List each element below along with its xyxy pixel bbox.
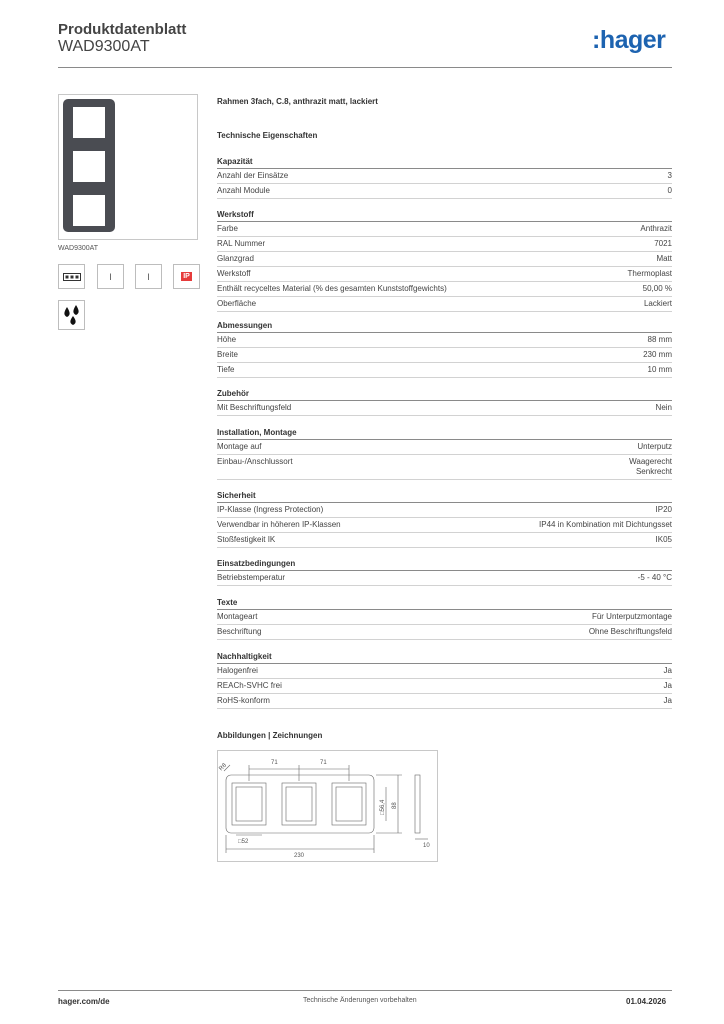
row-value: IK05 bbox=[655, 535, 672, 544]
table-row bbox=[217, 252, 672, 267]
row-value: Nein bbox=[655, 403, 672, 412]
ip-badge-icon bbox=[173, 264, 200, 289]
row-value: IP20 bbox=[655, 505, 672, 514]
section-werkstoff bbox=[217, 208, 672, 312]
dim-inner-height: □56,4 bbox=[380, 799, 386, 815]
section-title: Werkstoff bbox=[217, 208, 672, 222]
dim-square: □52 bbox=[238, 839, 249, 845]
water-drops-icon bbox=[58, 300, 85, 330]
section-abmessungen bbox=[217, 319, 672, 378]
module-icon-2: I bbox=[135, 264, 162, 289]
row-value: Matt bbox=[656, 254, 672, 263]
row-value: 230 mm bbox=[643, 350, 672, 359]
row-label: Montageart bbox=[217, 612, 258, 621]
row-label: Mit Beschriftungsfeld bbox=[217, 403, 292, 412]
row-value: Unterputz bbox=[637, 442, 672, 451]
row-label: Breite bbox=[217, 350, 238, 359]
row-label: Verwendbar in höheren IP-Klassen bbox=[217, 520, 341, 529]
document-title: Produktdatenblatt bbox=[58, 21, 187, 38]
section-title: Kapazität bbox=[217, 155, 672, 169]
section-nachhaltigkeit bbox=[217, 650, 672, 709]
table-row bbox=[217, 455, 672, 480]
table-row bbox=[217, 222, 672, 237]
row-label: Waagerecht bbox=[629, 457, 672, 466]
row-value: 10 mm bbox=[647, 365, 672, 374]
section-sicherheit bbox=[217, 489, 672, 548]
table-row bbox=[217, 333, 672, 348]
row-label: Stoßfestigkeit IK bbox=[217, 535, 276, 544]
section-kapazitaet bbox=[217, 155, 672, 199]
footer-date: 01.04.2026 bbox=[626, 997, 667, 1006]
figures-heading: Abbildungen | Zeichnungen bbox=[217, 731, 323, 740]
row-label: RoHS-konform bbox=[217, 696, 270, 705]
row-value: Anthrazit bbox=[640, 224, 672, 233]
row-value: Für Unterputzmontage bbox=[591, 612, 672, 621]
hager-logo: :hager bbox=[592, 26, 666, 54]
table-row bbox=[217, 297, 672, 312]
table-row bbox=[217, 348, 672, 363]
footer-url[interactable]: hager.com/de bbox=[58, 997, 110, 1006]
row-label: Einbau-/Anschlussort bbox=[217, 457, 293, 466]
row-value: 50,00 % bbox=[642, 284, 672, 293]
row-label: Werkstoff bbox=[217, 269, 251, 278]
thumbnail-caption: WAD9300AT bbox=[58, 245, 99, 252]
row-label: Anzahl der Einsätze bbox=[217, 171, 289, 180]
table-row bbox=[217, 664, 672, 679]
row-value: Thermoplast bbox=[627, 269, 672, 278]
row-value bbox=[629, 457, 672, 477]
row-value: 88 mm bbox=[647, 335, 672, 344]
dim-radius: R8 bbox=[218, 762, 229, 773]
product-name: Rahmen 3fach, C.8, anthrazit matt, lackiert bbox=[217, 97, 378, 106]
row-value: Ja bbox=[663, 696, 672, 705]
table-row bbox=[217, 679, 672, 694]
section-title: Einsatzbedingungen bbox=[217, 557, 672, 571]
dim-pitch-a: 71 bbox=[271, 760, 278, 766]
row-label: Farbe bbox=[217, 224, 238, 233]
table-row bbox=[217, 625, 672, 640]
row-label: Montage auf bbox=[217, 442, 262, 451]
table-row bbox=[217, 533, 672, 548]
table-row bbox=[217, 694, 672, 709]
row-value: 3 bbox=[667, 171, 672, 180]
header-divider bbox=[58, 67, 672, 68]
table-row bbox=[217, 282, 672, 297]
row-value: 7021 bbox=[654, 239, 672, 248]
table-row bbox=[217, 184, 672, 199]
footer-note: Technische Änderungen vorbehalten bbox=[303, 997, 417, 1004]
row-label: IP-Klasse (Ingress Protection) bbox=[217, 505, 324, 514]
technical-drawing bbox=[217, 750, 438, 862]
section-installation bbox=[217, 426, 672, 480]
table-row bbox=[217, 169, 672, 184]
row-value: Ja bbox=[663, 681, 672, 690]
dim-width: 230 bbox=[294, 853, 305, 859]
section-zubehoer bbox=[217, 387, 672, 416]
section-texte bbox=[217, 596, 672, 640]
section-title: Sicherheit bbox=[217, 489, 672, 503]
row-label: Halogenfrei bbox=[217, 666, 258, 675]
section-title: Zubehör bbox=[217, 387, 672, 401]
dim-depth: 10 bbox=[423, 843, 430, 849]
row-label: Beschriftung bbox=[217, 627, 262, 636]
product-code: WAD9300AT bbox=[58, 38, 150, 55]
section-title: Texte bbox=[217, 596, 672, 610]
technical-heading: Technische Eigenschaften bbox=[217, 131, 318, 140]
section-title: Nachhaltigkeit bbox=[217, 650, 672, 664]
row-label: Betriebstemperatur bbox=[217, 573, 286, 582]
dim-pitch-b: 71 bbox=[320, 760, 327, 766]
footer-divider bbox=[58, 990, 672, 991]
table-row bbox=[217, 440, 672, 455]
row-value: Ja bbox=[663, 666, 672, 675]
row-label: Oberfläche bbox=[217, 299, 257, 308]
table-row bbox=[217, 267, 672, 282]
row-value: -5 - 40 °C bbox=[637, 573, 672, 582]
table-row bbox=[217, 571, 672, 586]
row-value: 0 bbox=[667, 186, 672, 195]
row-value: IP44 in Kombination mit Dichtungsset bbox=[539, 520, 672, 529]
row-label: Höhe bbox=[217, 335, 237, 344]
row-label: Tiefe bbox=[217, 365, 235, 374]
section-title: Abmessungen bbox=[217, 319, 672, 333]
ip-badge-text: IP bbox=[183, 273, 190, 280]
product-image bbox=[58, 94, 198, 240]
frame-image bbox=[59, 95, 197, 239]
table-row bbox=[217, 237, 672, 252]
table-row bbox=[217, 363, 672, 378]
module-icon: I bbox=[97, 264, 124, 289]
row-label: Senkrecht bbox=[635, 467, 672, 476]
row-label: REACh-SVHC frei bbox=[217, 681, 282, 690]
row-value: Lackiert bbox=[643, 299, 672, 308]
row-label: RAL Nummer bbox=[217, 239, 266, 248]
frame-3fach-icon bbox=[58, 264, 85, 289]
table-row bbox=[217, 518, 672, 533]
dim-height: 88 bbox=[392, 802, 398, 809]
drawing-svg bbox=[218, 751, 437, 861]
row-label: Anzahl Module bbox=[217, 186, 270, 195]
section-title: Installation, Montage bbox=[217, 426, 672, 440]
table-row bbox=[217, 610, 672, 625]
row-label: Enthält recyceltes Material (% des gesamten Kunststoffgewichts) bbox=[217, 284, 447, 293]
table-row bbox=[217, 401, 672, 416]
table-row bbox=[217, 503, 672, 518]
section-einsatz bbox=[217, 557, 672, 586]
row-label: Glanzgrad bbox=[217, 254, 254, 263]
row-value: Ohne Beschriftungsfeld bbox=[588, 627, 672, 636]
